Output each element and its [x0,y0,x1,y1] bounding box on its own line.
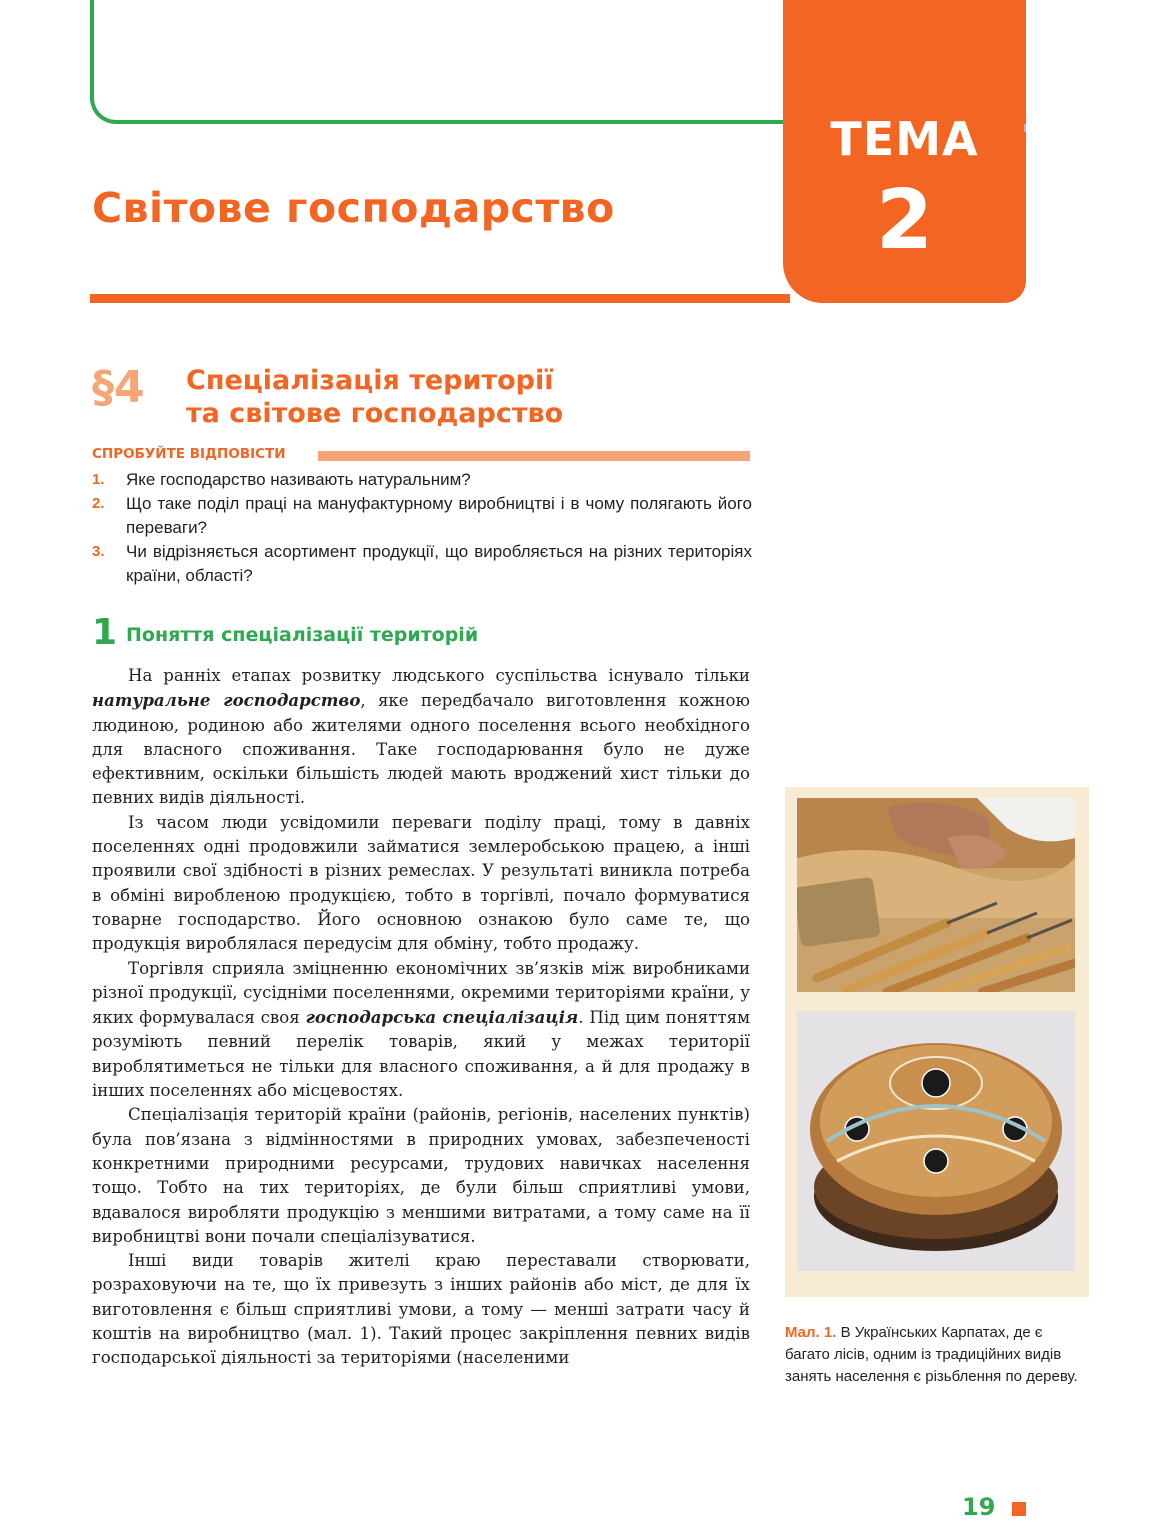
tema-number: 2 [875,173,934,268]
body-text-run: , яке передбачало виготовлення кожною людиною, родиною або жителями одного поселення всього необхідного для власного споживання. Таке господарювання було не дуже ефективним, оскільки більшість людей мають вроджений хист тільки до певних видів діяльності. [92,691,750,808]
figure-label: Мал. 1. [785,1324,837,1341]
body-text-run: . Під цим поняттям розуміють певний перелік товарів, який у межах території вироблятиметься не тільки для власного споживання, а й для продажу в інших поселеннях або місцевостях. [92,1008,750,1101]
paragraph-title-line1: Спеціалізація території [186,365,554,396]
try-answer-label: СПРОБУЙТЕ ВІДПОВІСТИ [92,446,286,462]
wood-carving-photo [797,798,1075,992]
body-text [92,664,750,1371]
header-frame [90,0,790,124]
question-number: 1. [92,471,105,488]
question-text: Що таке поділ праці на мануфактурному виробництві і в чому полягають його переваги? [126,494,752,537]
question-number: 2. [92,495,105,512]
try-answer-bar [318,451,750,461]
figure-caption-text: В Українських Карпатах, де є багато лісів, одним із традиційних видів занять населення є різьблення по дереву. [785,1324,1078,1385]
page-number: 19 [962,1493,996,1521]
question-list [92,468,752,588]
question-text: Чи відрізняється асортимент продукції, що виробляється на різних територіях країни, області? [126,542,752,585]
paragraph-title-line2: та світове господарство [186,398,564,429]
section-number: 1 [92,612,118,653]
paragraph-title [186,364,563,430]
carved-box-photo [797,1011,1075,1271]
tema-label: ТЕМА [830,112,979,166]
body-paragraph [92,664,750,811]
body-text-run: Торгівля сприяла зміцненню економічних зв’язків між виробниками різної продукції, сусідніми поселеннями, окремими територіями країни, у яких формувалася своя [92,958,750,1028]
question-number: 3. [92,543,105,560]
question-item [92,468,752,492]
body-text-run: На ранніх етапах розвитку людського суспільства існувало тільки [128,666,750,685]
question-item [92,540,752,588]
header-underline [90,294,790,303]
term-economic-specialization: господарська спеціалізація [305,1007,579,1028]
body-paragraph [92,957,750,1104]
paragraph-number: §4 [92,362,145,413]
question-text: Яке господарство називають натуральним? [126,470,471,489]
question-item [92,492,752,540]
chapter-title: Світове господарство [92,184,615,232]
section-title: Поняття спеціалізації територій [126,624,479,646]
page-marker-square [1012,1502,1026,1516]
body-paragraph: Інші види товарів жителі краю переставали створювати, розраховуючи на те, що їх привезуть з інших районів або міст, де для їх виготовлення є більш сприятливі умови, а тому — менші затрати часу й коштів на виробництво (мал. 1). Такий процес закріплення певних видів господарської діяльності за територіями (населеними [92,1251,750,1368]
term-natural-economy: натуральне господарство [92,690,361,711]
body-paragraph: Із часом люди усвідомили переваги поділу праці, тому в давніх поселеннях одні продовжили займатися землеробською працею, а інші проявили свої здібності в різних ремеслах. У результаті виникла потреба в обміні виробленою продукцією, тобто в торгівлі, почало формуватися товарне господарство. Його основною ознакою було саме те, що продукція вироблялася передусім для обміну, тобто продажу. [92,812,750,954]
figure-caption [785,1322,1081,1388]
body-paragraph: Спеціалізація територій країни (районів, регіонів, населених пунктів) була пов’язана з відмінностями в природних умовах, забезпеченості конкретними природними ресурсами, трудових навичках населення тощо. Тобто на тих територіях, де були більш сприятливі умови, вдавалося виробляти продукцію з меншими витратами, а тому саме на її виробництві вони почали спеціалізуватися. [92,1105,750,1246]
